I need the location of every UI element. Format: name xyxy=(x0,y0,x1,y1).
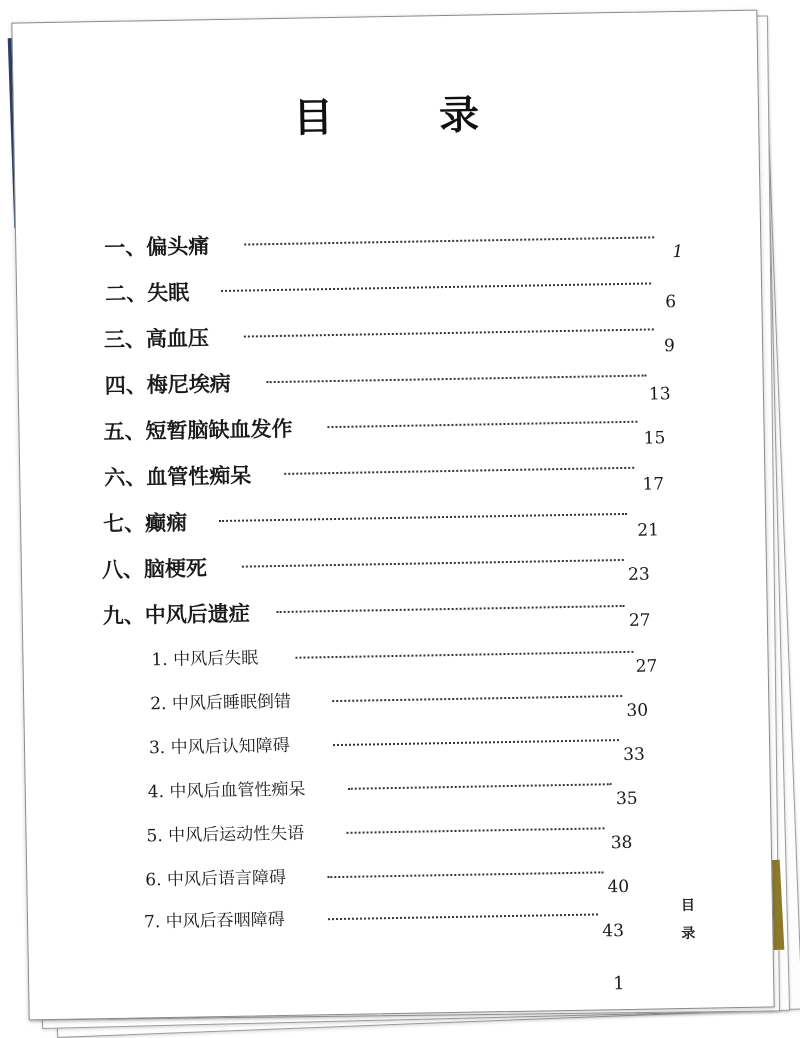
toc-entry[interactable] xyxy=(102,590,683,640)
dot-leader xyxy=(295,651,633,659)
dot-leader xyxy=(327,421,637,428)
toc-subentry-page: 38 xyxy=(610,832,633,854)
toc-entry-label: 四、梅尼埃病 xyxy=(104,371,231,399)
toc-entry-label: 一、偏头痛 xyxy=(104,234,210,260)
dot-leader xyxy=(242,559,624,568)
toc-subentry-label: 3. 中风后认知障碍 xyxy=(148,735,290,759)
dot-leader xyxy=(244,328,654,337)
dot-leader xyxy=(221,282,651,292)
page-number: 1 xyxy=(613,973,625,995)
dot-leader xyxy=(328,913,598,920)
toc-entry-page: 6 xyxy=(665,292,677,313)
toc-entry-label: 九、中风后遗症 xyxy=(102,601,250,629)
toc-list xyxy=(12,11,773,1020)
toc-subentry-label: 7. 中风后吞咽障碍 xyxy=(143,909,285,933)
toc-entry-page: 17 xyxy=(642,474,665,495)
toc-subentry-page: 35 xyxy=(615,788,638,810)
toc-entry[interactable] xyxy=(104,222,685,272)
toc-entry[interactable] xyxy=(105,268,686,318)
dot-leader xyxy=(347,827,605,834)
toc-entry-page: 27 xyxy=(628,610,651,631)
dot-leader xyxy=(284,467,634,475)
side-tab-char: 目 xyxy=(680,897,696,915)
toc-subentry-page: 43 xyxy=(602,921,625,942)
dot-leader xyxy=(267,375,647,384)
dot-leader xyxy=(333,739,619,746)
toc-subentry[interactable] xyxy=(151,636,692,685)
toc-subentry-page: 40 xyxy=(607,876,630,898)
dot-leader xyxy=(327,871,603,878)
dot-leader xyxy=(332,695,622,702)
toc-entry[interactable] xyxy=(103,406,684,456)
page-title: 目 录 xyxy=(292,90,526,142)
toc-entry-page: 23 xyxy=(627,564,650,585)
toc-entry-label: 七、癫痫 xyxy=(102,510,188,537)
toc-subentry-page: 30 xyxy=(626,700,649,721)
side-tab-char: 录 xyxy=(681,925,696,943)
toc-entry-label: 五、短暂脑缺血发作 xyxy=(103,416,293,445)
toc-subentry-label: 6. 中风后语言障碍 xyxy=(145,867,287,891)
toc-entry-label: 六、血管性痴呆 xyxy=(104,463,252,491)
dot-leader xyxy=(277,605,625,613)
toc-entry[interactable] xyxy=(104,452,685,502)
toc-entry[interactable] xyxy=(104,360,685,410)
toc-subentry[interactable] xyxy=(144,898,685,947)
toc-subentry-label: 1. 中风后失眠 xyxy=(151,648,259,671)
toc-subentry[interactable] xyxy=(149,724,690,773)
toc-subentry-page: 27 xyxy=(635,656,658,677)
toc-subentry[interactable] xyxy=(146,812,687,861)
toc-subentry[interactable] xyxy=(145,856,686,905)
toc-entry-label: 八、脑梗死 xyxy=(101,556,208,583)
toc-entry-page: 15 xyxy=(643,428,666,449)
toc-entry-page: 1 xyxy=(672,241,684,263)
toc-entry-page: 9 xyxy=(663,336,676,357)
toc-entry-label: 二、失眠 xyxy=(104,280,190,306)
toc-subentry-label: 5. 中风后运动性失语 xyxy=(146,823,305,847)
toc-entry-label: 三、高血压 xyxy=(103,326,210,353)
toc-subentry[interactable] xyxy=(150,680,691,729)
toc-entry-page: 21 xyxy=(637,520,660,541)
toc-entry-page: 13 xyxy=(648,384,671,405)
toc-page xyxy=(11,10,774,1021)
toc-entry[interactable] xyxy=(103,498,684,548)
toc-entry[interactable] xyxy=(104,314,685,364)
toc-entry[interactable] xyxy=(102,544,683,594)
toc-subentry-page: 33 xyxy=(623,744,646,766)
toc-subentry-label: 2. 中风后睡眠倒错 xyxy=(150,691,292,715)
dot-leader xyxy=(244,236,654,245)
toc-subentry[interactable] xyxy=(148,768,689,817)
dot-leader xyxy=(219,513,627,522)
section-side-tab xyxy=(678,892,699,948)
dot-leader xyxy=(348,783,612,790)
toc-subentry-label: 4. 中风后血管性痴呆 xyxy=(147,779,306,803)
